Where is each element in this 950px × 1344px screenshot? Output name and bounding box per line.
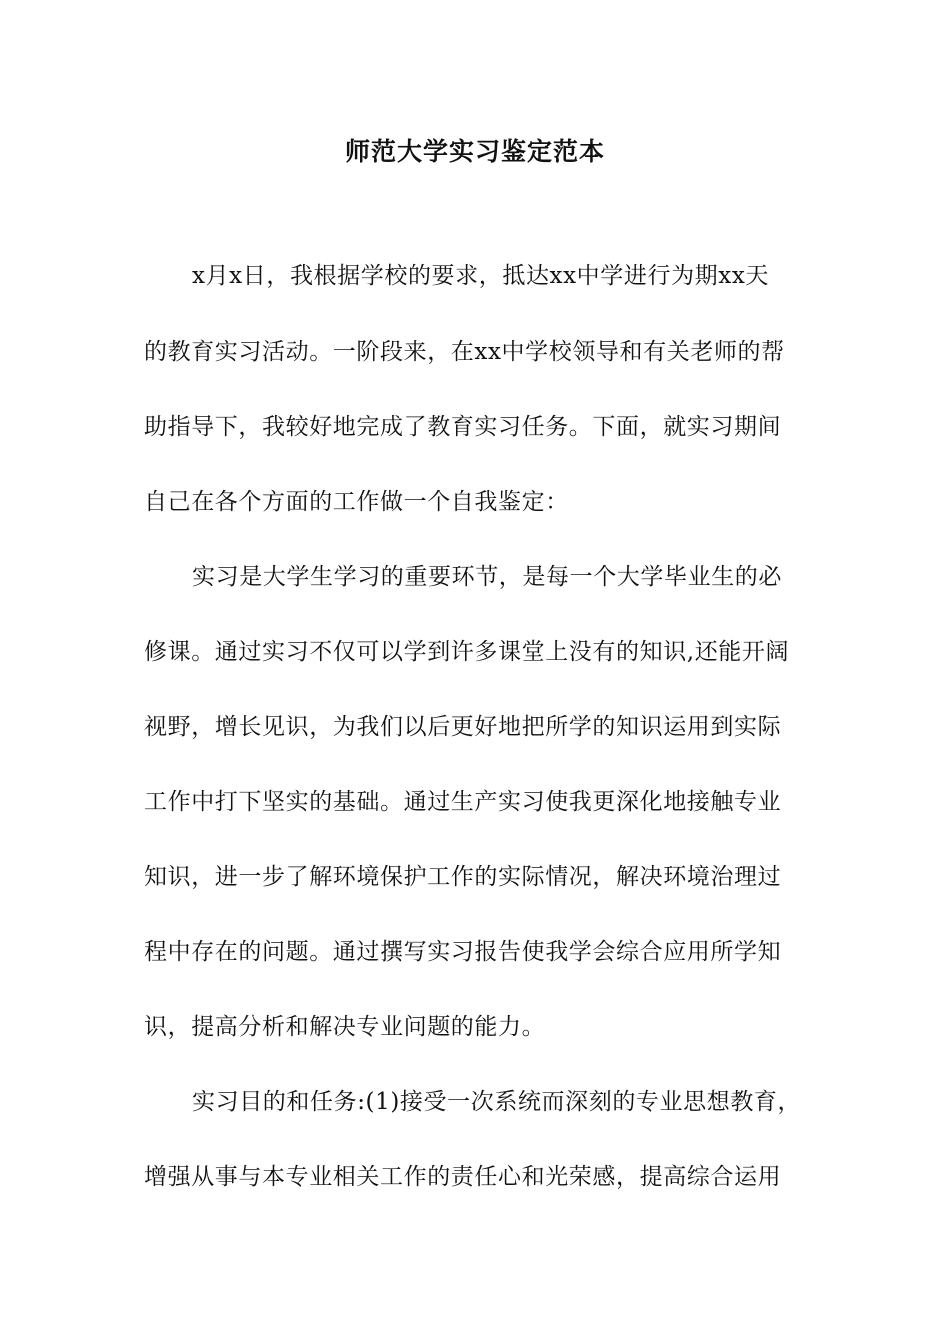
paragraph-line: 增强从事与本专业相关工作的责任心和光荣感，提高综合运用 [144, 1164, 782, 1190]
paragraph-line: 实习是大学生学习的重要环节，是每一个大学毕业生的必 [192, 564, 782, 590]
paragraph-line: 助指导下，我较好地完成了教育实习任务。下面，就实习期间 [144, 414, 782, 440]
paragraph-line: 的教育实习活动。一阶段来，在xx中学校领导和有关老师的帮 [144, 339, 785, 365]
paragraph-line: 自己在各个方面的工作做一个自我鉴定： [144, 489, 569, 515]
paragraph-line: x月x日，我根据学校的要求，抵达xx中学进行为期xx天 [192, 263, 770, 289]
paragraph-line: 程中存在的问题。通过撰写实习报告使我学会综合应用所学知 [144, 939, 782, 965]
document-title: 师范大学实习鉴定范本 [344, 137, 605, 166]
paragraph-line: 实习目的和任务:(1)接受一次系统而深刻的专业思想教育， [192, 1089, 802, 1115]
paragraph-line: 知识，进一步了解环境保护工作的实际情况，解决环境治理过 [144, 864, 782, 890]
paragraph-line: 视野，增长见识，为我们以后更好地把所学的知识运用到实际 [144, 714, 782, 740]
paragraph-line: 修课。通过实习不仅可以学到许多课堂上没有的知识,还能开阔 [144, 639, 790, 665]
paragraph-line: 识，提高分析和解决专业问题的能力。 [144, 1014, 546, 1040]
paragraph-line: 工作中打下坚实的基础。通过生产实习使我更深化地接触专业 [144, 789, 782, 815]
